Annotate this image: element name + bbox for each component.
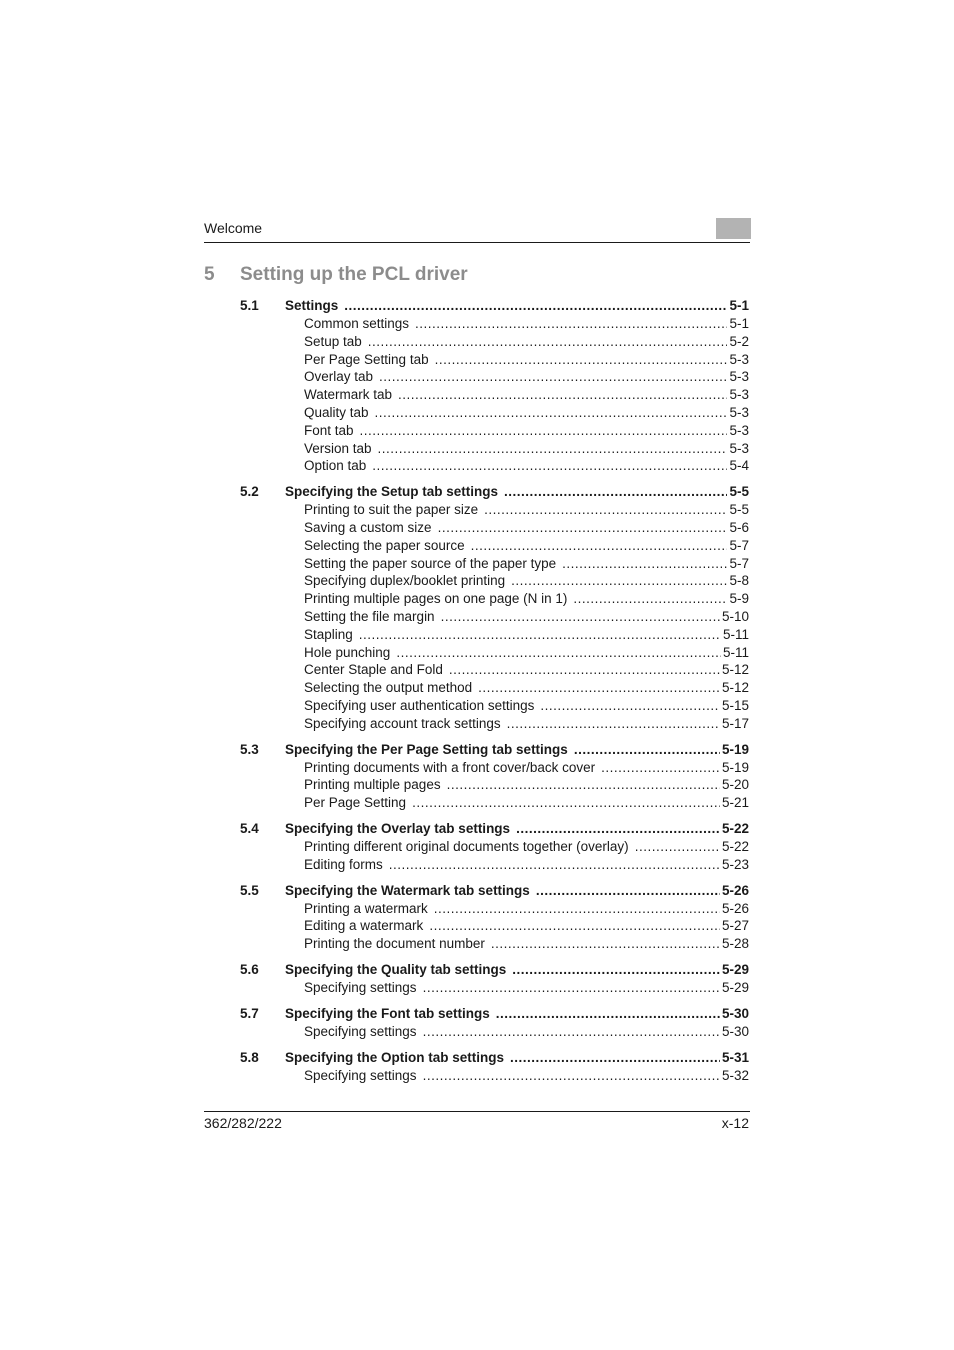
header-divider — [204, 242, 750, 243]
toc-item-row[interactable] — [240, 555, 749, 573]
toc-item-title: Specifying duplex/booklet printing — [304, 573, 506, 589]
toc-item-title: Printing documents with a front cover/back cover — [304, 759, 596, 775]
toc-leader-dots — [540, 697, 720, 715]
toc-item-page: 5-9 — [729, 591, 749, 607]
toc-item-page: 5-1 — [729, 316, 749, 331]
footer-model-number: 362/282/222 — [204, 1115, 282, 1131]
toc-item-entry[interactable] — [304, 315, 749, 333]
toc-leader-dots — [378, 440, 728, 458]
toc-section-title: Specifying the Setup tab settings — [285, 484, 499, 500]
toc-leader-dots — [512, 960, 720, 979]
toc-section-entry[interactable] — [285, 1048, 749, 1067]
toc-leader-dots — [441, 608, 720, 626]
toc-item-row[interactable] — [240, 979, 749, 997]
toc-item-page: 5-3 — [729, 440, 749, 456]
toc-item-row[interactable] — [240, 1067, 749, 1085]
toc-section-number: 5.4 — [240, 820, 259, 836]
toc-leader-dots — [562, 555, 727, 573]
toc-section-page: 5-29 — [721, 961, 749, 977]
toc-item-row[interactable] — [240, 440, 749, 458]
toc-section-number: 5.8 — [240, 1049, 259, 1065]
toc-item-page: 5-3 — [729, 404, 749, 420]
toc-leader-dots — [449, 661, 720, 679]
toc-section-row[interactable] — [240, 1004, 749, 1023]
toc-item-title: Specifying user authentication settings — [304, 697, 535, 713]
toc-item-entry[interactable] — [304, 519, 749, 537]
toc-item-row[interactable] — [240, 351, 749, 369]
toc-item-title: Font tab — [304, 422, 354, 438]
toc-leader-dots — [574, 740, 720, 759]
toc-leader-dots — [368, 333, 728, 351]
toc-item-entry[interactable] — [304, 537, 749, 555]
toc-item-entry[interactable] — [304, 626, 749, 644]
toc-item-title: Editing a watermark — [304, 918, 424, 934]
toc-item-entry[interactable] — [304, 715, 749, 733]
toc-item-page: 5-22 — [721, 838, 749, 854]
toc-leader-dots — [504, 482, 727, 501]
toc-item-row[interactable] — [240, 661, 749, 679]
toc-item-entry[interactable] — [304, 368, 749, 386]
toc-item-entry[interactable] — [304, 697, 749, 715]
toc-leader-dots — [423, 1023, 720, 1041]
toc-item-title: Specifying settings — [304, 979, 417, 995]
toc-item-row[interactable] — [240, 794, 749, 812]
toc-item-page: 5-3 — [729, 369, 749, 385]
toc-item-entry[interactable] — [304, 776, 749, 794]
toc-section-page: 5-19 — [721, 741, 749, 757]
toc-leader-dots — [496, 1004, 720, 1023]
toc-item-entry[interactable] — [304, 333, 749, 351]
toc-item-row[interactable] — [240, 333, 749, 351]
toc-item-entry[interactable] — [304, 935, 749, 953]
toc-section-title: Specifying the Font tab settings — [285, 1005, 490, 1021]
toc-item-page: 5-7 — [729, 555, 749, 571]
toc-item-entry[interactable] — [304, 501, 749, 519]
toc-section-row[interactable] — [240, 296, 749, 315]
toc-leader-dots — [510, 1048, 720, 1067]
toc-section-row[interactable] — [240, 819, 749, 838]
toc-leader-dots — [434, 900, 720, 918]
toc-section-page: 5-5 — [729, 484, 749, 500]
toc-item-entry[interactable] — [304, 351, 749, 369]
toc-item-entry[interactable] — [304, 608, 749, 626]
toc-item-entry[interactable] — [304, 979, 749, 997]
header-tab-marker — [716, 218, 751, 239]
toc-leader-dots — [359, 626, 721, 644]
toc-section-entry[interactable] — [285, 296, 749, 315]
chapter-number: 5 — [204, 264, 215, 285]
toc-item-page: 5-11 — [722, 644, 749, 660]
toc-item-title: Per Page Setting — [304, 795, 407, 811]
header-title: Welcome — [204, 220, 263, 236]
toc-item-title: Overlay tab — [304, 369, 374, 385]
toc-item-row[interactable] — [240, 537, 749, 555]
toc-item-page: 5-28 — [721, 936, 749, 952]
toc-item-row[interactable] — [240, 572, 749, 590]
toc-item-title: Per Page Setting tab — [304, 351, 429, 367]
toc-section-number: 5.5 — [240, 882, 259, 898]
toc-section-title: Specifying the Per Page Setting tab settings — [285, 741, 568, 757]
toc-item-entry[interactable] — [304, 1067, 749, 1085]
toc-section-number: 5.6 — [240, 961, 259, 977]
toc-item-entry[interactable] — [304, 856, 749, 874]
toc-item-title: Setup tab — [304, 333, 362, 349]
toc-section — [240, 296, 749, 475]
toc-item-page: 5-32 — [721, 1067, 749, 1083]
toc-section-page: 5-26 — [721, 882, 749, 898]
toc-item-title: Printing the document number — [304, 936, 485, 952]
chapter-title: Setting up the PCL driver — [240, 264, 468, 285]
toc-item-row[interactable] — [240, 368, 749, 386]
toc-item-row[interactable] — [240, 917, 749, 935]
toc-item-title: Quality tab — [304, 404, 369, 420]
toc-item-row[interactable] — [240, 457, 749, 475]
toc-section-entry[interactable] — [285, 881, 749, 900]
toc-item-page: 5-11 — [722, 626, 749, 642]
toc-leader-dots — [389, 856, 720, 874]
toc-item-row[interactable] — [240, 404, 749, 422]
toc-section-entry[interactable] — [285, 740, 749, 759]
toc-section — [240, 819, 749, 874]
toc-item-page: 5-7 — [729, 537, 749, 553]
toc-leader-dots — [415, 315, 727, 333]
toc-item-row[interactable] — [240, 759, 749, 777]
toc-item-entry[interactable] — [304, 838, 749, 856]
toc-item-title: Printing multiple pages — [304, 777, 441, 793]
toc-item-row[interactable] — [240, 935, 749, 953]
toc-item-title: Printing a watermark — [304, 900, 428, 916]
toc-leader-dots — [423, 979, 720, 997]
toc-item-entry[interactable] — [304, 440, 749, 458]
toc-item-row[interactable] — [240, 697, 749, 715]
toc-section-number: 5.3 — [240, 741, 259, 757]
toc-item-title: Common settings — [304, 316, 410, 331]
toc-item-title: Selecting the paper source — [304, 537, 465, 553]
toc-section-page: 5-31 — [721, 1049, 749, 1065]
toc-leader-dots — [601, 759, 720, 777]
toc-section-entry[interactable] — [285, 482, 749, 501]
toc-section — [240, 960, 749, 997]
toc-item-page: 5-8 — [729, 573, 749, 589]
toc-item-entry[interactable] — [304, 590, 749, 608]
toc-item-row[interactable] — [240, 608, 749, 626]
toc-item-row[interactable] — [240, 590, 749, 608]
toc-item-page: 5-17 — [721, 715, 749, 731]
toc-leader-dots — [471, 537, 728, 555]
toc-section-number: 5.7 — [240, 1005, 259, 1021]
toc-leader-dots — [573, 590, 727, 608]
toc-item-title: Setting the file margin — [304, 608, 435, 624]
toc-item-page: 5-20 — [721, 777, 749, 793]
toc-section-row[interactable] — [240, 881, 749, 900]
toc-item-row[interactable] — [240, 900, 749, 918]
toc-item-page: 5-27 — [721, 918, 749, 934]
toc-item-title: Stapling — [304, 626, 353, 642]
toc-item-page: 5-10 — [721, 608, 749, 624]
toc-item-entry[interactable] — [304, 679, 749, 697]
toc-section-entry[interactable] — [285, 1004, 749, 1023]
toc-item-title: Printing to suit the paper size — [304, 502, 479, 518]
toc-leader-dots — [344, 296, 727, 315]
toc-leader-dots — [412, 794, 720, 812]
toc-item-title: Specifying account track settings — [304, 715, 501, 731]
toc-item-entry[interactable] — [304, 386, 749, 404]
toc-item-row[interactable] — [240, 501, 749, 519]
toc-item-page: 5-21 — [721, 795, 749, 811]
footer-divider — [204, 1111, 750, 1112]
toc-section-row[interactable] — [240, 740, 749, 759]
toc-item-row[interactable] — [240, 626, 749, 644]
toc-item-row[interactable] — [240, 679, 749, 697]
toc-item-row[interactable] — [240, 715, 749, 733]
toc-item-page: 5-12 — [721, 680, 749, 696]
toc-leader-dots — [536, 881, 720, 900]
toc-section-row[interactable] — [240, 1048, 749, 1067]
toc-item-page: 5-4 — [729, 458, 749, 474]
toc-item-entry[interactable] — [304, 794, 749, 812]
toc-item-page: 5-23 — [721, 856, 749, 872]
toc-leader-dots — [435, 351, 728, 369]
toc-item-page: 5-15 — [721, 697, 749, 713]
toc-item-row[interactable] — [240, 856, 749, 874]
toc-leader-dots — [396, 644, 721, 662]
toc-item-entry[interactable] — [304, 644, 749, 662]
toc-item-row[interactable] — [240, 644, 749, 662]
toc-section-title: Specifying the Watermark tab settings — [285, 882, 530, 898]
toc-section-title: Specifying the Option tab settings — [285, 1049, 505, 1065]
toc-item-page: 5-29 — [721, 979, 749, 995]
toc-section-page: 5-30 — [721, 1005, 749, 1021]
toc-section-page: 5-1 — [729, 298, 749, 313]
toc-section-page: 5-22 — [721, 820, 749, 836]
toc-item-entry[interactable] — [304, 917, 749, 935]
footer-page-number: x-12 — [721, 1115, 749, 1131]
toc-section — [240, 740, 749, 812]
toc-item-entry[interactable] — [304, 759, 749, 777]
toc-item-row[interactable] — [240, 1023, 749, 1041]
toc-item-title: Option tab — [304, 458, 367, 474]
toc-item-title: Watermark tab — [304, 387, 393, 403]
toc-item-title: Center Staple and Fold — [304, 662, 443, 678]
toc-leader-dots — [447, 776, 720, 794]
toc-item-entry[interactable] — [304, 1023, 749, 1041]
toc-leader-dots — [429, 917, 720, 935]
toc-leader-dots — [372, 457, 727, 475]
toc-section-number: 5.2 — [240, 484, 259, 500]
toc-leader-dots — [511, 572, 727, 590]
toc-item-page: 5-12 — [721, 662, 749, 678]
toc-leader-dots — [516, 819, 720, 838]
toc-item-page: 5-19 — [721, 759, 749, 775]
toc-leader-dots — [379, 368, 727, 386]
toc-section — [240, 482, 749, 732]
toc-item-page: 5-26 — [721, 900, 749, 916]
toc-section-title: Specifying the Quality tab settings — [285, 961, 507, 977]
toc-item-title: Setting the paper source of the paper type — [304, 555, 557, 571]
toc-item-row[interactable] — [240, 838, 749, 856]
toc-item-page: 5-3 — [729, 387, 749, 403]
toc-leader-dots — [360, 422, 728, 440]
toc-item-entry[interactable] — [304, 900, 749, 918]
toc-section-entry[interactable] — [285, 819, 749, 838]
toc-item-title: Printing multiple pages on one page (N in 1) — [304, 591, 568, 607]
toc-item-title: Specifying settings — [304, 1023, 417, 1039]
toc-item-title: Specifying settings — [304, 1067, 417, 1083]
toc-leader-dots — [423, 1067, 720, 1085]
toc-item-title: Saving a custom size — [304, 519, 432, 535]
toc-item-entry[interactable] — [304, 404, 749, 422]
toc-item-title: Version tab — [304, 440, 372, 456]
toc-item-page: 5-3 — [729, 422, 749, 438]
toc-section — [240, 1004, 749, 1041]
toc-section-row[interactable] — [240, 482, 749, 501]
toc-item-page: 5-5 — [729, 502, 749, 518]
toc-item-page: 5-2 — [729, 333, 749, 349]
toc-item-entry[interactable] — [304, 457, 749, 475]
toc-item-title: Printing different original documents together (overlay) — [304, 838, 629, 854]
toc-item-entry[interactable] — [304, 555, 749, 573]
toc-leader-dots — [635, 838, 720, 856]
toc-item-row[interactable] — [240, 776, 749, 794]
toc-item-title: Selecting the output method — [304, 680, 473, 696]
toc-leader-dots — [398, 386, 727, 404]
toc-item-row[interactable] — [240, 386, 749, 404]
toc-item-page: 5-6 — [729, 519, 749, 535]
toc-item-row[interactable] — [240, 519, 749, 537]
toc-leader-dots — [491, 935, 720, 953]
toc-item-row[interactable] — [240, 422, 749, 440]
toc-item-title: Hole punching — [304, 644, 391, 660]
toc-item-row[interactable] — [240, 315, 749, 333]
toc-leader-dots — [478, 679, 720, 697]
toc-item-entry[interactable] — [304, 572, 749, 590]
table-of-contents — [240, 296, 749, 1091]
toc-leader-dots — [375, 404, 728, 422]
toc-section-entry[interactable] — [285, 960, 749, 979]
toc-leader-dots — [507, 715, 720, 733]
toc-item-title: Editing forms — [304, 856, 383, 872]
toc-item-page: 5-3 — [729, 351, 749, 367]
toc-section-title: Specifying the Overlay tab settings — [285, 820, 511, 836]
toc-section — [240, 1048, 749, 1085]
toc-item-entry[interactable] — [304, 422, 749, 440]
toc-leader-dots — [438, 519, 728, 537]
toc-item-entry[interactable] — [304, 661, 749, 679]
toc-section-number: 5.1 — [240, 298, 259, 313]
toc-section-row[interactable] — [240, 960, 749, 979]
toc-section-title: Settings — [285, 298, 339, 313]
toc-leader-dots — [484, 501, 727, 519]
toc-item-page: 5-30 — [721, 1023, 749, 1039]
toc-section — [240, 881, 749, 953]
